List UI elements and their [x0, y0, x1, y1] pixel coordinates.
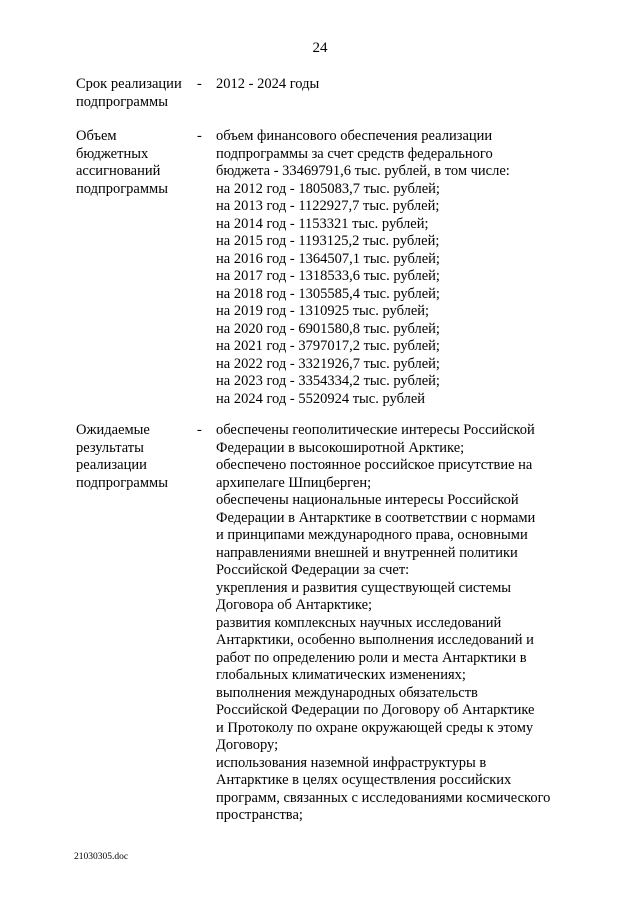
row-dash: -	[197, 422, 202, 438]
value-line: на 2016 год - 1364507,1 тыс. рублей;	[216, 250, 440, 267]
label-line: Объем	[76, 128, 117, 144]
value-line: на 2014 год - 1153321 тыс. рублей;	[216, 215, 429, 232]
value-line: на 2024 год - 5520924 тыс. рублей	[216, 390, 426, 407]
label-line: Ожидаемые	[76, 422, 150, 438]
value-line: на 2021 год - 3797017,2 тыс. рублей;	[216, 338, 440, 354]
value-line: укрепления и развития существующей системы	[216, 579, 511, 596]
value-line: обеспечено постоянное российское присутствие на	[216, 457, 533, 473]
row-dash: -	[197, 76, 202, 92]
value-line: развития комплексных научных исследований	[216, 614, 502, 631]
footer-filename: 21030305.doc	[74, 852, 129, 862]
value-line: обеспечены геополитические интересы Российской	[216, 422, 535, 438]
row-dash: -	[197, 128, 202, 144]
label-line: бюджетных	[76, 145, 149, 162]
value-line: выполнения международных обязательств	[216, 684, 478, 701]
row-value	[216, 128, 576, 408]
row-label	[76, 76, 196, 111]
value-line: направлениями внешней и внутренней политики	[216, 544, 518, 561]
value-line: на 2022 год - 3321926,7 тыс. рублей;	[216, 355, 440, 372]
value-line: Антарктики, особенно выполнения исследований и	[216, 632, 534, 648]
value-line: использования наземной инфраструктуры в	[216, 754, 487, 771]
value-line: и Протоколу по охране окружающей среды к этому	[216, 719, 534, 736]
value-line: глобальных климатических изменениях;	[216, 667, 466, 683]
row-label	[76, 422, 196, 492]
row-value	[216, 422, 576, 825]
value-line: программ, связанных с исследованиями космического	[216, 789, 551, 806]
value-line: пространства;	[216, 807, 303, 823]
value-line: 2012 - 2024 годы	[216, 76, 320, 92]
value-line: Федерации в высокоширотной Арктике;	[216, 439, 465, 456]
row-value	[216, 76, 576, 94]
value-line: на 2023 год - 3354334,2 тыс. рублей;	[216, 373, 440, 389]
value-line: на 2015 год - 1193125,2 тыс. рублей;	[216, 233, 440, 249]
value-line: Российской Федерации по Договору об Антарктике	[216, 702, 535, 718]
value-line: Договора об Антарктике;	[216, 597, 373, 613]
value-line: Договору;	[216, 737, 279, 753]
value-line: Федерации в Антарктике в соответствии с нормами	[216, 509, 536, 526]
value-line: на 2012 год - 1805083,7 тыс. рублей;	[216, 180, 440, 197]
label-line: реализации	[76, 457, 147, 473]
label-line: подпрограммы	[76, 474, 168, 491]
value-line: Антарктике в целях осуществления российских	[216, 772, 512, 788]
label-line: подпрограммы	[76, 93, 168, 110]
value-line: Российской Федерации за счет:	[216, 562, 410, 578]
value-line: на 2019 год - 1310925 тыс. рублей;	[216, 303, 430, 319]
page-number: 24	[312, 40, 328, 56]
value-line: на 2020 год - 6901580,8 тыс. рублей;	[216, 320, 440, 337]
value-line: на 2013 год - 1122927,7 тыс. рублей;	[216, 198, 440, 214]
label-line: результаты	[76, 439, 144, 456]
label-line: Срок реализации	[76, 76, 182, 92]
value-line: объем финансового обеспечения реализации	[216, 128, 493, 144]
value-line: архипелаге Шпицберген;	[216, 474, 372, 491]
value-line: работ по определению роли и места Антарктики в	[216, 649, 527, 666]
value-line: бюджета - 33469791,6 тыс. рублей, в том числе:	[216, 163, 510, 179]
row-label	[76, 128, 196, 198]
value-line: обеспечены национальные интересы Российской	[216, 492, 519, 508]
value-line: на 2017 год - 1318533,6 тыс. рублей;	[216, 268, 440, 284]
label-line: ассигнований	[76, 163, 161, 179]
value-line: подпрограммы за счет средств федерального	[216, 145, 493, 162]
label-line: подпрограммы	[76, 180, 168, 197]
value-line: и принципами международного права, основными	[216, 527, 528, 543]
value-line: на 2018 год - 1305585,4 тыс. рублей;	[216, 285, 440, 302]
